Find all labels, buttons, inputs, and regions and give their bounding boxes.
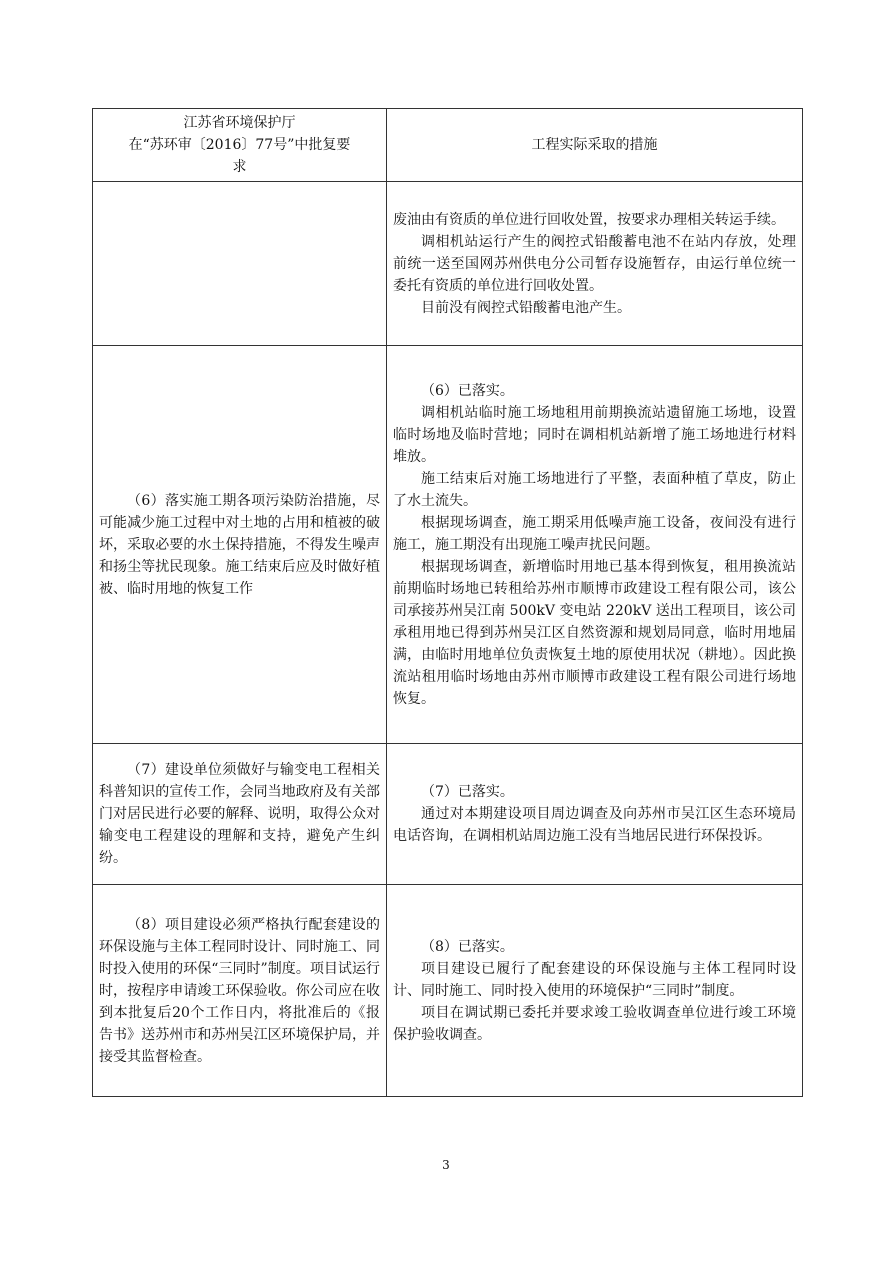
- row4-measure-paragraph: 项目建设已履行了配套建设的环保设施与主体工程同时设计、同时施工、同时投入使用的环境保护“三同时”制度。: [393, 960, 796, 999]
- row3-measure-paragraph: 通过对本期建设项目周边调查及向苏州市吴江区生态环境局电话咨询，在调相机站周边施工没有当地居民进行环保投诉。: [393, 806, 796, 844]
- row3-requirement-text: （7）建设单位须做好与输变电工程相关科普知识的宣传工作，会同当地政府及有关部门对居民进行必要的解释、说明，取得公众对输变电工程建设的理解和支持，避免产生纠纷。: [99, 762, 380, 866]
- table-row: [93, 885, 803, 1097]
- row1-measure-paragraph: 调相机站运行产生的阀控式铅酸蓄电池不在站内存放，处理前统一送至国网苏州供电分公司暂存设施暂存，由运行单位统一委托有资质的单位进行回收处置。: [393, 233, 796, 294]
- row2-measure-paragraph: （6）已落实。: [421, 382, 514, 399]
- row4-measure-paragraph: （8）已落实。: [421, 938, 514, 955]
- row2-measure-paragraph: 施工结束后对施工场地进行了平整，表面种植了草皮，防止了水土流失。: [393, 470, 796, 509]
- row2-requirement-cell: [93, 346, 387, 744]
- table-header-row: [93, 109, 803, 182]
- row1-measure-paragraph: 废油由有资质的单位进行回收处置，按要求办理相关转运手续。: [393, 211, 785, 228]
- row1-requirement-cell: [93, 182, 387, 346]
- row3-measure-paragraph: （7）已落实。: [421, 784, 514, 800]
- header-approval-requirement: [93, 109, 387, 182]
- row2-requirement-text: （6）落实施工期各项污染防治措施，尽可能减少施工过程中对土地的占用和植被的破坏，采取必要的水土保持措施，不得发生噪声和扬尘等扰民现象。施工结束后应及时做好植被、临时用地的恢复工作: [99, 492, 380, 597]
- row4-requirement-text: （8）项目建设必须严格执行配套建设的环保设施与主体工程同时设计、同时施工、同时投入使用的环保“三同时”制度。项目试运行时，按程序申请竣工环保验收。你公司应在收到本批复后20个工作日内，将批准后的《报告书》送苏州市和苏州吴江区环境保护局，并接受其监督检查。: [99, 916, 380, 1065]
- row2-measure-paragraph: 根据现场调查，新增临时用地已基本得到恢复，租用换流站前期临时场地已转租给苏州市顺博市政建设工程有限公司，该公司承接苏州吴江南 500kV 变电站 220kV 送出工程项目，该公司承租用地已得到苏州吴江区自然资源和规划局同意，临时用地届满，由临时用地单位负责恢复土地的原使用状况（耕地）。因此换流站租用临时场地由苏州市顺博市政建设工程有限公司进行场地恢复。: [393, 558, 796, 707]
- row4-requirement-cell: [93, 885, 387, 1097]
- row3-requirement-cell: [93, 744, 387, 885]
- header-actual-measures: 工程实际采取的措施: [387, 109, 803, 182]
- row3-measures-cell: [387, 744, 803, 885]
- header-left-line-1: 江苏省环境保护厅: [183, 115, 296, 131]
- row1-measure-paragraph: 目前没有阀控式铅酸蓄电池产生。: [421, 299, 631, 316]
- table-row: [93, 744, 803, 885]
- row1-measures-cell: [387, 182, 803, 346]
- row2-measures-cell: [387, 346, 803, 744]
- page-number: 3: [442, 1158, 450, 1172]
- row2-measure-paragraph: 调相机站临时施工场地租用前期换流站遗留施工场地，设置临时场地及临时营地；同时在调相机站新增了施工场地进行材料堆放。: [393, 404, 796, 465]
- approval-measures-table: [92, 108, 803, 1097]
- table-row: [93, 182, 803, 346]
- header-left-line-3: 求: [232, 159, 247, 175]
- row4-measures-cell: [387, 885, 803, 1097]
- header-left-line-2: 在“苏环审〔2016〕77号”中批复要: [128, 137, 351, 153]
- table-row: [93, 346, 803, 744]
- row4-measure-paragraph: 项目在调试期已委托并要求竣工验收调查单位进行竣工环境保护验收调查。: [393, 1004, 796, 1043]
- row2-measure-paragraph: 根据现场调查，施工期采用低噪声施工设备，夜间没有进行施工，施工期没有出现施工噪声扰民问题。: [393, 514, 796, 553]
